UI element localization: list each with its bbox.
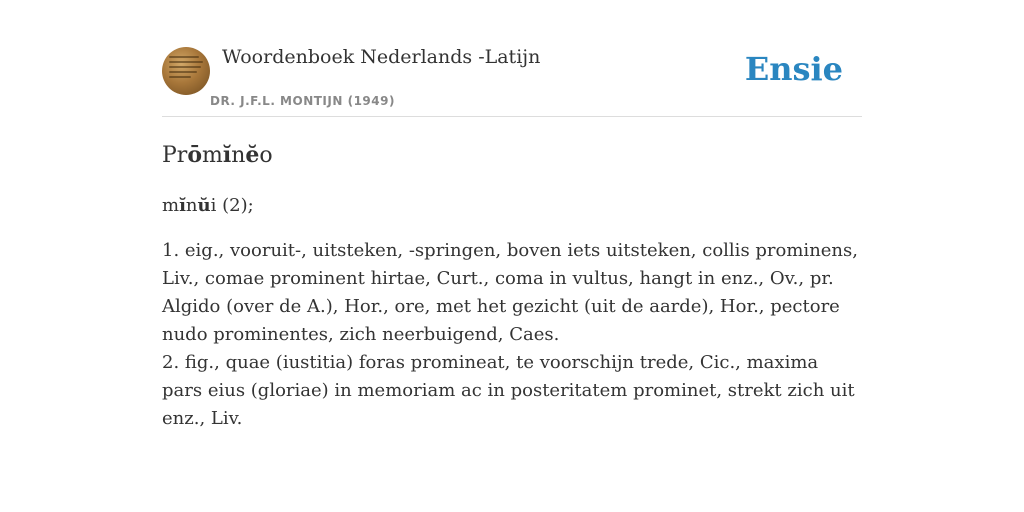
book-author: DR. J.F.L. MONTIJN (1949) (210, 94, 395, 108)
headword-part: ō (187, 142, 203, 168)
entry-headword (162, 142, 862, 168)
grammar-part: ĭ (179, 195, 186, 216)
book-title[interactable]: Woordenboek Nederlands -Latijn (222, 46, 541, 68)
coin-inscription-lines (169, 56, 203, 81)
grammar-part: m (162, 195, 180, 216)
headword-part: o (259, 143, 273, 168)
headword-part: m (202, 143, 223, 168)
grammar-part: i (2); (210, 195, 254, 216)
headword-part: n (231, 143, 246, 168)
page-container (162, 40, 862, 433)
entry-grammar (162, 192, 862, 220)
headword-part: ĭ (222, 142, 232, 168)
headword-part: Pr (162, 143, 188, 168)
entry-definition (162, 237, 862, 433)
ensie-logo-link[interactable]: Ensie (744, 50, 843, 88)
headword-part: ĕ (245, 142, 260, 168)
grammar-part: ŭ (197, 195, 211, 216)
coin-inscription-icon[interactable] (162, 47, 210, 95)
definition-sense-2: 2. fig., quae (iustitia) foras promineat, te voorschijn trede, Cic., maxima pars eius (gloriae) in memoriam ac in posteritatem prominet, strekt zich uit enz., Liv. (162, 352, 855, 429)
grammar-part: n (185, 195, 198, 216)
definition-sense-1: 1. eig., vooruit-, uitsteken, -springen, boven iets uitsteken, collis prominens, Liv., comae prominent hirtae, Curt., coma in vultus, hangt in enz., Ov., pr. Algido (over de A.), Hor., ore, met het gezicht (uit de aarde), Hor., pectore nudo prominentes, zich neerbuigend, Caes. (162, 240, 858, 345)
book-header (162, 40, 862, 117)
